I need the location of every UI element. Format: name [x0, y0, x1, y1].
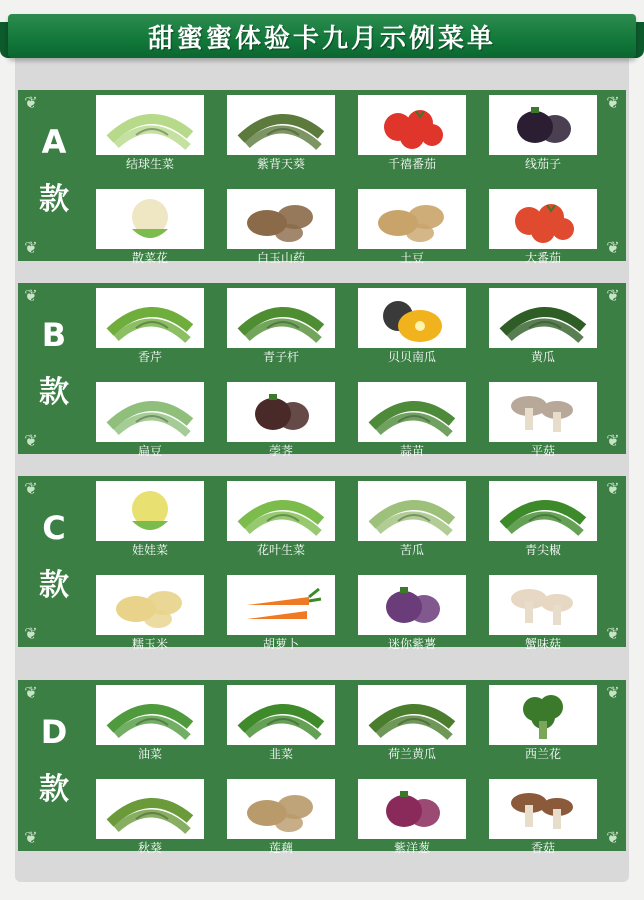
vegetable-name: 香芹 [137, 350, 162, 364]
vegetable-name: 散菜花 [131, 251, 168, 265]
section-kuan: 款 [39, 375, 69, 410]
vegetable-item [358, 575, 466, 651]
vegetable-item [227, 288, 335, 364]
corner-ornament-icon: ❦ [606, 479, 620, 498]
potato-icon [358, 189, 466, 249]
celery-icon [96, 288, 204, 348]
vegetable-item [489, 95, 597, 171]
vegetable-item [96, 481, 204, 557]
vegetable-item [227, 575, 335, 651]
pumpkin-icon [358, 288, 466, 348]
cucumber-icon [489, 288, 597, 348]
lotus-root-icon [227, 779, 335, 839]
yam-icon [227, 189, 335, 249]
eggplant-icon [489, 95, 597, 155]
vegetable-name: 线茄子 [524, 157, 561, 171]
section-code [34, 315, 74, 413]
vegetable-name: 秋葵 [137, 841, 162, 855]
cauliflower-icon [96, 189, 204, 249]
corner-ornament-icon: ❦ [606, 431, 620, 450]
vegetable-name: 花叶生菜 [256, 543, 305, 557]
vegetable-name: 糯玉米 [131, 637, 168, 651]
purple-potato-icon [358, 575, 466, 635]
water-chestnut-icon [227, 382, 335, 442]
vegetable-item [358, 288, 466, 364]
vegetable-name: 蒜苗 [399, 444, 424, 458]
vegetable-name: 苦瓜 [399, 543, 424, 557]
vegetable-item [358, 685, 466, 761]
corner-ornament-icon: ❦ [606, 683, 620, 702]
corner-ornament-icon: ❦ [24, 828, 38, 847]
greens-stalk-icon [227, 288, 335, 348]
vegetable-name: 西兰花 [524, 747, 561, 761]
vegetable-item [227, 779, 335, 855]
vegetable-name: 韭菜 [268, 747, 293, 761]
page-title: 甜蜜蜜体验卡九月示例菜单 [147, 23, 496, 54]
vegetable-item [96, 779, 204, 855]
cherry-tomato-icon [358, 95, 466, 155]
section-letter: B [41, 316, 67, 354]
vegetable-name: 大番茄 [524, 251, 561, 265]
vegetable-name: 青尖椒 [524, 543, 561, 557]
vegetable-item [96, 288, 204, 364]
vegetable-item [96, 685, 204, 761]
green-pepper-icon [489, 481, 597, 541]
vegetable-item [96, 189, 204, 265]
baby-cabbage-icon [96, 481, 204, 541]
mini-cucumber-icon [358, 685, 466, 745]
vegetable-item [489, 685, 597, 761]
vegetable-name: 荸荠 [268, 444, 293, 458]
okra-icon [96, 779, 204, 839]
vegetable-name: 蟹味菇 [524, 637, 561, 651]
vegetable-name: 土豆 [399, 251, 424, 265]
vegetable-name: 结球生菜 [125, 157, 174, 171]
vegetable-name: 娃娃菜 [131, 543, 168, 557]
corner-ornament-icon: ❦ [606, 238, 620, 257]
menu-section-b [18, 283, 626, 458]
garlic-sprout-icon [358, 382, 466, 442]
section-letter: D [40, 713, 68, 751]
vegetable-item [358, 189, 466, 265]
section-letter: A [41, 123, 67, 161]
section-code [34, 508, 74, 606]
vegetable-name: 紫背天葵 [256, 157, 305, 171]
vegetable-item [358, 382, 466, 458]
vegetable-item [96, 382, 204, 458]
vegetable-name: 香菇 [530, 841, 555, 855]
vegetable-item [227, 189, 335, 265]
menu-section-d [18, 680, 626, 855]
vegetable-item [489, 382, 597, 458]
broccoli-icon [489, 685, 597, 745]
vegetable-name: 白玉山药 [256, 251, 305, 265]
vegetable-item [96, 575, 204, 651]
red-onion-icon [358, 779, 466, 839]
flat-bean-icon [96, 382, 204, 442]
section-code [34, 122, 74, 220]
vegetable-name: 千禧番茄 [387, 157, 436, 171]
vegetable-name: 荷兰黄瓜 [387, 747, 436, 761]
vegetable-item [227, 685, 335, 761]
vegetable-item [489, 575, 597, 651]
vegetable-name: 油菜 [137, 747, 162, 761]
vegetable-name: 扁豆 [137, 444, 162, 458]
leafy-greens-icon [227, 95, 335, 155]
corner-ornament-icon: ❦ [606, 93, 620, 112]
tomato-icon [489, 189, 597, 249]
corner-ornament-icon: ❦ [24, 238, 38, 257]
corner-ornament-icon: ❦ [24, 479, 38, 498]
corn-icon [96, 575, 204, 635]
section-kuan: 款 [39, 772, 69, 807]
vegetable-item [227, 481, 335, 557]
vegetable-item [96, 95, 204, 171]
bitter-melon-icon [358, 481, 466, 541]
shimeji-mushroom-icon [489, 575, 597, 635]
corner-ornament-icon: ❦ [606, 286, 620, 305]
vegetable-name: 黄瓜 [530, 350, 555, 364]
vegetable-name: 胡萝卜 [262, 637, 299, 651]
carrot-icon [227, 575, 335, 635]
vegetable-item [358, 95, 466, 171]
vegetable-item [358, 779, 466, 855]
section-kuan: 款 [39, 182, 69, 217]
corner-ornament-icon: ❦ [24, 286, 38, 305]
menu-section-c [18, 476, 626, 651]
vegetable-item [489, 288, 597, 364]
section-kuan: 款 [39, 568, 69, 603]
vegetable-name: 莲藕 [268, 841, 293, 855]
vegetable-item [358, 481, 466, 557]
vegetable-name: 贝贝南瓜 [387, 350, 436, 364]
menu-section-a [18, 90, 626, 265]
oyster-mushroom-icon [489, 382, 597, 442]
corner-ornament-icon: ❦ [606, 828, 620, 847]
chives-icon [227, 685, 335, 745]
vegetable-name: 平菇 [530, 444, 555, 458]
curly-lettuce-icon [227, 481, 335, 541]
corner-ornament-icon: ❦ [606, 624, 620, 643]
vegetable-name: 迷你紫薯 [387, 637, 436, 651]
corner-ornament-icon: ❦ [24, 624, 38, 643]
vegetable-name: 青子杆 [262, 350, 299, 364]
section-letter: C [42, 509, 66, 547]
vegetable-item [489, 779, 597, 855]
title-banner [0, 14, 644, 58]
section-code [34, 712, 74, 810]
shiitake-icon [489, 779, 597, 839]
vegetable-item [489, 189, 597, 265]
bok-choy-icon [96, 685, 204, 745]
vegetable-name: 紫洋葱 [393, 841, 430, 855]
vegetable-item [227, 95, 335, 171]
corner-ornament-icon: ❦ [24, 683, 38, 702]
vegetable-item [227, 382, 335, 458]
corner-ornament-icon: ❦ [24, 431, 38, 450]
vegetable-item [489, 481, 597, 557]
corner-ornament-icon: ❦ [24, 93, 38, 112]
lettuce-icon [96, 95, 204, 155]
banner-band [8, 14, 636, 58]
